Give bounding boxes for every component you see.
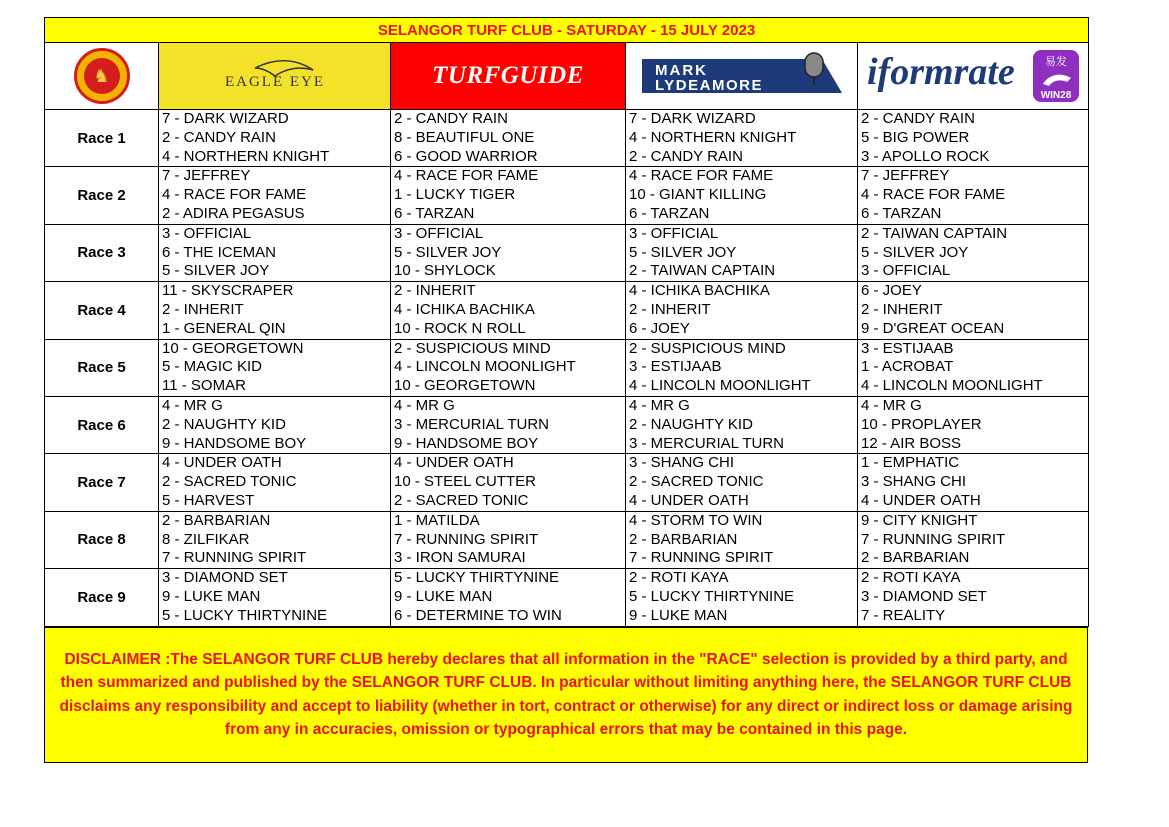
pick-entry: 10 - ROCK N ROLL bbox=[394, 319, 526, 337]
pick-entry: 3 - SHANG CHI bbox=[629, 454, 735, 472]
tipster-picks-cell bbox=[858, 282, 1089, 339]
pick-entry: 3 - DIAMOND SET bbox=[162, 569, 288, 587]
pick-entry: 3 - OFFICIAL bbox=[861, 262, 951, 280]
pick-entry: 2 - CANDY RAIN bbox=[394, 110, 508, 127]
pick-entry: 2 - CANDY RAIN bbox=[861, 110, 975, 127]
pick-entry: 7 - RUNNING SPIRIT bbox=[861, 530, 1006, 548]
svg-text:WIN28: WIN28 bbox=[1040, 90, 1072, 101]
pick-entry: 4 - MR G bbox=[629, 396, 690, 414]
pick-entry: 3 - SHANG CHI bbox=[861, 473, 967, 491]
tipster-picks-cell bbox=[159, 167, 391, 224]
pick-entry: 6 - TARZAN bbox=[861, 204, 942, 222]
race-label: Race 7 bbox=[45, 454, 159, 511]
disclaimer-table bbox=[44, 627, 1088, 763]
tipster-picks-cell bbox=[159, 569, 391, 626]
pick-entry: 3 - APOLLO ROCK bbox=[861, 147, 990, 165]
win28-badge-icon bbox=[1033, 50, 1079, 102]
tipster-picks-cell bbox=[159, 454, 391, 511]
pick-entry: 11 - SOMAR bbox=[162, 377, 246, 395]
pick-entry: 2 - NAUGHTY KID bbox=[162, 415, 286, 433]
pick-entry: 6 - TARZAN bbox=[629, 204, 710, 222]
pick-entry: 6 - GOOD WARRIOR bbox=[394, 147, 538, 165]
tipster-picks-cell bbox=[626, 282, 858, 339]
tipster-picks-cell bbox=[159, 282, 391, 339]
pick-entry: 4 - NORTHERN KNIGHT bbox=[162, 147, 330, 165]
pick-entry: 8 - ZILFIKAR bbox=[162, 530, 250, 548]
pick-entry: 4 - RACE FOR FAME bbox=[394, 167, 539, 185]
pick-entry: 2 - TAIWAN CAPTAIN bbox=[861, 224, 1008, 242]
pick-entry: 2 - INHERIT bbox=[861, 300, 943, 318]
pick-entry: 4 - MR G bbox=[162, 396, 223, 414]
pick-entry: 5 - MAGIC KID bbox=[162, 358, 263, 376]
pick-entry: 2 - ROTI KAYA bbox=[629, 569, 729, 587]
race-row bbox=[45, 110, 1089, 167]
eagle-eye-wordmark-icon bbox=[195, 56, 355, 96]
pick-entry: 1 - LUCKY TIGER bbox=[394, 186, 516, 204]
race-row bbox=[45, 282, 1089, 339]
pick-entry: 5 - SILVER JOY bbox=[629, 243, 737, 261]
turfguide-logo: TURFGUIDE bbox=[391, 43, 626, 110]
pick-entry: 9 - HANDSOME BOY bbox=[394, 434, 539, 452]
pick-entry: 5 - SILVER JOY bbox=[162, 262, 270, 280]
tipster-picks-cell bbox=[391, 167, 626, 224]
pick-entry: 6 - THE ICEMAN bbox=[162, 243, 276, 261]
pick-entry: 4 - LINCOLN MOONLIGHT bbox=[861, 377, 1043, 395]
tipster-picks-cell bbox=[159, 110, 391, 167]
tipster-picks-cell bbox=[626, 167, 858, 224]
pick-entry: 3 - OFFICIAL bbox=[162, 224, 252, 242]
pick-entry: 5 - LUCKY THIRTYNINE bbox=[394, 569, 560, 587]
eagle-eye-logo bbox=[159, 43, 391, 110]
pick-entry: 1 - ACROBAT bbox=[861, 358, 954, 376]
club-logo bbox=[45, 43, 159, 110]
pick-entry: 2 - INHERIT bbox=[162, 300, 244, 318]
pick-entry: 2 - SUSPICIOUS MIND bbox=[629, 339, 786, 357]
pick-entry: 3 - ESTIJAAB bbox=[629, 358, 722, 376]
pick-entry: 2 - SACRED TONIC bbox=[629, 473, 764, 491]
tipster-picks-cell bbox=[391, 339, 626, 396]
tipster-picks-cell bbox=[858, 224, 1089, 281]
tipster-picks-cell bbox=[858, 396, 1089, 453]
tipster-picks-cell bbox=[858, 339, 1089, 396]
tipster-picks-cell bbox=[626, 339, 858, 396]
pick-entry: 7 - JEFFREY bbox=[162, 167, 251, 185]
tipster-picks-cell bbox=[159, 339, 391, 396]
pick-entry: 1 - GENERAL QIN bbox=[162, 319, 286, 337]
page-title: SELANGOR TURF CLUB - SATURDAY - 15 JULY 2023 bbox=[45, 18, 1089, 43]
tipster-picks-cell bbox=[626, 224, 858, 281]
tipster-logo-row bbox=[45, 43, 1089, 110]
pick-entry: 7 - RUNNING SPIRIT bbox=[162, 549, 307, 567]
pick-entry: 2 - SUSPICIOUS MIND bbox=[394, 339, 551, 357]
tipster-picks-cell bbox=[159, 396, 391, 453]
race-row bbox=[45, 224, 1089, 281]
race-row bbox=[45, 454, 1089, 511]
pick-entry: 6 - TARZAN bbox=[394, 204, 475, 222]
tipster-picks-cell bbox=[858, 569, 1089, 626]
race-row bbox=[45, 339, 1089, 396]
pick-entry: 5 - LUCKY THIRTYNINE bbox=[162, 606, 328, 624]
pick-entry: 2 - INHERIT bbox=[629, 300, 711, 318]
tipster-picks-cell bbox=[626, 454, 858, 511]
pick-entry: 9 - LUKE MAN bbox=[629, 606, 728, 624]
selections-table bbox=[44, 17, 1089, 627]
tipster-picks-cell bbox=[626, 511, 858, 568]
tipster-picks-cell bbox=[159, 511, 391, 568]
tipster-picks-cell bbox=[391, 396, 626, 453]
pick-entry: 12 - AIR BOSS bbox=[861, 434, 962, 452]
pick-entry: 4 - ICHIKA BACHIKA bbox=[394, 300, 535, 318]
pick-entry: 3 - DIAMOND SET bbox=[861, 587, 987, 605]
pick-entry: 3 - OFFICIAL bbox=[629, 224, 719, 242]
pick-entry: 2 - ROTI KAYA bbox=[861, 569, 961, 587]
pick-entry: 4 - RACE FOR FAME bbox=[629, 167, 774, 185]
pick-entry: 4 - UNDER OATH bbox=[394, 454, 514, 472]
pick-entry: 5 - BIG POWER bbox=[861, 128, 970, 146]
pick-entry: 4 - ICHIKA BACHIKA bbox=[629, 282, 770, 300]
pick-entry: 4 - MR G bbox=[394, 396, 455, 414]
pick-entry: 2 - BARBARIAN bbox=[861, 549, 970, 567]
pick-entry: 6 - DETERMINE TO WIN bbox=[394, 606, 562, 624]
tipster-picks-cell bbox=[858, 167, 1089, 224]
pick-entry: 6 - JOEY bbox=[629, 319, 690, 337]
pick-entry: 2 - CANDY RAIN bbox=[629, 147, 743, 165]
pick-entry: 7 - REALITY bbox=[861, 606, 946, 624]
race-row bbox=[45, 569, 1089, 626]
pick-entry: 10 - SHYLOCK bbox=[394, 262, 496, 280]
pick-entry: 9 - LUKE MAN bbox=[162, 587, 261, 605]
race-label: Race 8 bbox=[45, 511, 159, 568]
race-row bbox=[45, 511, 1089, 568]
mark-lydeamore-logo bbox=[626, 43, 858, 110]
race-label: Race 6 bbox=[45, 396, 159, 453]
race-label: Race 9 bbox=[45, 569, 159, 626]
tipster-picks-cell bbox=[858, 110, 1089, 167]
tipster-picks-cell bbox=[626, 110, 858, 167]
pick-entry: 3 - IRON SAMURAI bbox=[394, 549, 526, 567]
svg-text:MARK: MARK bbox=[654, 62, 708, 79]
race-label: Race 4 bbox=[45, 282, 159, 339]
svg-text:iformrate: iformrate bbox=[867, 51, 1015, 93]
pick-entry: 10 - GEORGETOWN bbox=[162, 339, 304, 357]
pick-entry: 4 - UNDER OATH bbox=[629, 491, 749, 509]
pick-entry: 7 - DARK WIZARD bbox=[162, 110, 289, 127]
pick-entry: 9 - LUKE MAN bbox=[394, 587, 493, 605]
pick-entry: 4 - LINCOLN MOONLIGHT bbox=[394, 358, 576, 376]
svg-text:EAGLE EYE: EAGLE EYE bbox=[224, 74, 325, 90]
tipster-picks-cell bbox=[858, 511, 1089, 568]
pick-entry: 2 - NAUGHTY KID bbox=[629, 415, 753, 433]
tipster-picks-cell bbox=[391, 282, 626, 339]
pick-entry: 5 - SILVER JOY bbox=[861, 243, 969, 261]
disclaimer-text: DISCLAIMER :The SELANGOR TURF CLUB hereby declares that all information in the "RACE" selection is provided by a third party, and then summarized and published by the SELANGOR TURF CLUB. In particular without limiting anything here, the SELANGOR TURF CLUB disclaims any responsibility and accept to liability (whether in tort, contract or otherwise) for any direct or indirect loss or damage arising from any in accuracies, omission or typographical errors that may be contained in this page. bbox=[45, 627, 1088, 762]
tipster-picks-cell bbox=[391, 511, 626, 568]
tips-sheet bbox=[44, 17, 1088, 763]
pick-entry: 8 - BEAUTIFUL ONE bbox=[394, 128, 535, 146]
pick-entry: 3 - MERCURIAL TURN bbox=[394, 415, 550, 433]
pick-entry: 4 - LINCOLN MOONLIGHT bbox=[629, 377, 811, 395]
race-label: Race 1 bbox=[45, 110, 159, 167]
pick-entry: 5 - SILVER JOY bbox=[394, 243, 502, 261]
tipster-picks-cell bbox=[858, 454, 1089, 511]
race-label: Race 5 bbox=[45, 339, 159, 396]
pick-entry: 2 - INHERIT bbox=[394, 282, 476, 300]
tipster-picks-cell bbox=[391, 454, 626, 511]
pick-entry: 3 - ESTIJAAB bbox=[861, 339, 954, 357]
pick-entry: 2 - TAIWAN CAPTAIN bbox=[629, 262, 776, 280]
svg-text:LYDEAMORE: LYDEAMORE bbox=[654, 77, 763, 94]
pick-entry: 7 - RUNNING SPIRIT bbox=[394, 530, 539, 548]
pick-entry: 4 - RACE FOR FAME bbox=[162, 186, 307, 204]
race-row bbox=[45, 167, 1089, 224]
pick-entry: 2 - ADIRA PEGASUS bbox=[162, 204, 305, 222]
pick-entry: 10 - PROPLAYER bbox=[861, 415, 982, 433]
pick-entry: 4 - NORTHERN KNIGHT bbox=[629, 128, 797, 146]
svg-text:易发: 易发 bbox=[1045, 55, 1068, 68]
pick-entry: 9 - D'GREAT OCEAN bbox=[861, 319, 1005, 337]
tipster-picks-cell bbox=[391, 569, 626, 626]
pick-entry: 10 - GEORGETOWN bbox=[394, 377, 536, 395]
race-label: Race 2 bbox=[45, 167, 159, 224]
tipster-picks-cell bbox=[626, 396, 858, 453]
pick-entry: 4 - UNDER OATH bbox=[861, 491, 981, 509]
pick-entry: 7 - DARK WIZARD bbox=[629, 110, 756, 127]
stc-horse-emblem-icon: ♞ bbox=[74, 48, 130, 104]
tipster-picks-cell bbox=[391, 110, 626, 167]
pick-entry: 7 - JEFFREY bbox=[861, 167, 950, 185]
pick-entry: 6 - JOEY bbox=[861, 282, 922, 300]
race-row bbox=[45, 396, 1089, 453]
pick-entry: 9 - HANDSOME BOY bbox=[162, 434, 307, 452]
pick-entry: 10 - STEEL CUTTER bbox=[394, 473, 536, 491]
pick-entry: 1 - MATILDA bbox=[394, 511, 480, 529]
pick-entry: 7 - RUNNING SPIRIT bbox=[629, 549, 774, 567]
pick-entry: 2 - BARBARIAN bbox=[162, 511, 271, 529]
tipster-picks-cell bbox=[159, 224, 391, 281]
pick-entry: 5 - LUCKY THIRTYNINE bbox=[629, 587, 795, 605]
pick-entry: 1 - EMPHATIC bbox=[861, 454, 960, 472]
pick-entry: 2 - BARBARIAN bbox=[629, 530, 738, 548]
pick-entry: 4 - STORM TO WIN bbox=[629, 511, 763, 529]
tipster-picks-cell bbox=[626, 569, 858, 626]
pick-entry: 11 - SKYSCRAPER bbox=[162, 282, 294, 300]
tipster-picks-cell bbox=[391, 224, 626, 281]
pick-entry: 3 - OFFICIAL bbox=[394, 224, 484, 242]
pick-entry: 4 - MR G bbox=[861, 396, 922, 414]
pick-entry: 10 - GIANT KILLING bbox=[629, 186, 767, 204]
pick-entry: 4 - UNDER OATH bbox=[162, 454, 282, 472]
iformrate-logo bbox=[858, 43, 1089, 110]
pick-entry: 9 - CITY KNIGHT bbox=[861, 511, 978, 529]
pick-entry: 2 - SACRED TONIC bbox=[394, 491, 529, 509]
pick-entry: 2 - CANDY RAIN bbox=[162, 128, 276, 146]
pick-entry: 5 - HARVEST bbox=[162, 491, 255, 509]
pick-entry: 3 - MERCURIAL TURN bbox=[629, 434, 785, 452]
pick-entry: 4 - RACE FOR FAME bbox=[861, 186, 1006, 204]
pick-entry: 2 - SACRED TONIC bbox=[162, 473, 297, 491]
race-label: Race 3 bbox=[45, 224, 159, 281]
